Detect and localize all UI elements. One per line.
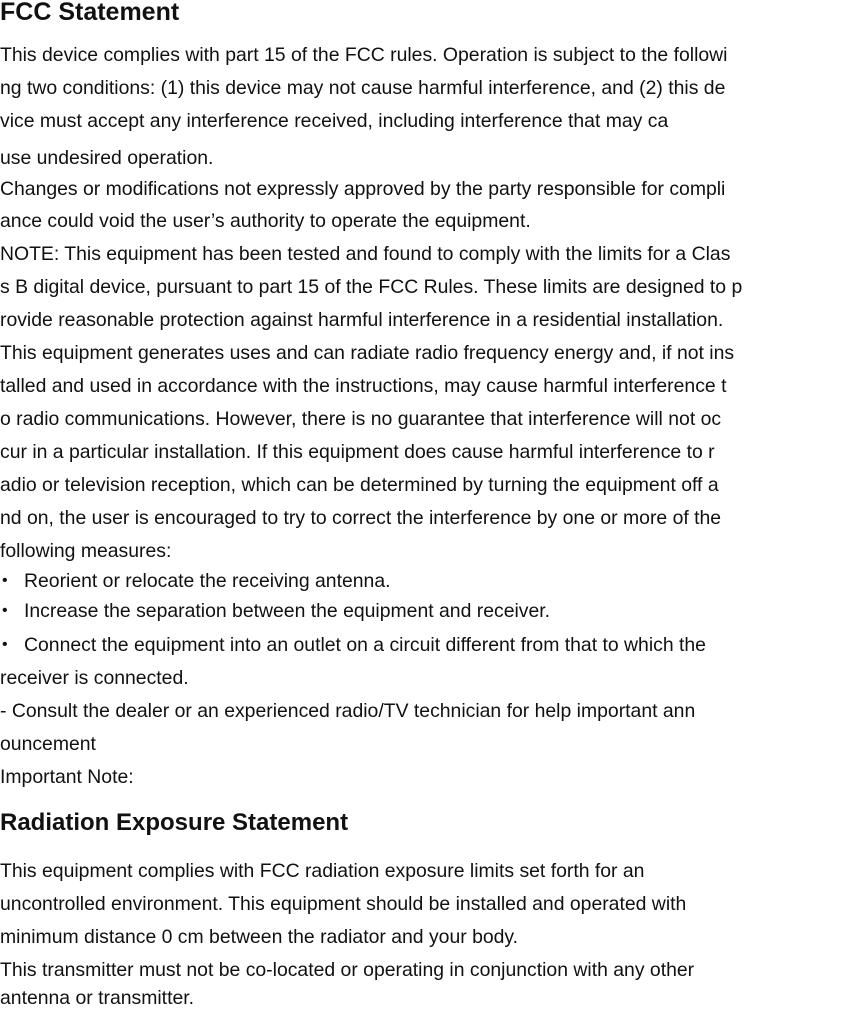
fcc-line-5: Changes or modifications not expressly approved by the party responsible for compli — [0, 178, 726, 200]
fcc-tail-line-2: - Consult the dealer or an experienced radio/TV technician for help important ann — [0, 700, 696, 722]
fcc-line-3: vice must accept any interference received, including interference that may ca — [0, 110, 669, 132]
fcc-line-8: s B digital device, pursuant to part 15 of the FCC Rules. These limits are designed to p — [0, 276, 743, 298]
fcc-tail-line-4: Important Note: — [0, 766, 134, 788]
fcc-line-1: This device complies with part 15 of the FCC rules. Operation is subject to the followi — [0, 44, 728, 66]
fcc-line-15: nd on, the user is encouraged to try to correct the interference by one or more of the — [0, 507, 722, 529]
fcc-tail-line-3: ouncement — [0, 733, 96, 755]
bullet-text: Reorient or relocate the receiving antenna. — [24, 570, 391, 592]
fcc-line-4: use undesired operation. — [0, 147, 214, 169]
bullet-icon: • — [2, 572, 8, 589]
bullet-icon: • — [2, 602, 8, 619]
bullet-icon: • — [2, 636, 8, 653]
fcc-line-14: adio or television reception, which can be determined by turning the equipment off a — [0, 474, 719, 496]
radiation-exposure-title: Radiation Exposure Statement — [0, 809, 349, 836]
radiation-line-5: antenna or transmitter. — [0, 987, 195, 1009]
radiation-line-3: minimum distance 0 cm between the radiator and your body. — [0, 926, 519, 948]
bullet-text: Increase the separation between the equipment and receiver. — [24, 600, 551, 622]
fcc-line-6: ance could void the user’s authority to operate the equipment. — [0, 210, 531, 232]
radiation-line-4: This transmitter must not be co-located or operating in conjunction with any other — [0, 959, 695, 981]
fcc-line-11: talled and used in accordance with the instructions, may cause harmful interference t — [0, 375, 727, 397]
fcc-statement-title: FCC Statement — [0, 0, 180, 26]
fcc-line-12: o radio communications. However, there is no guarantee that interference will not oc — [0, 408, 722, 430]
bullet-text: Connect the equipment into an outlet on a circuit different from that to which the — [24, 634, 706, 656]
fcc-line-16: following measures: — [0, 540, 172, 562]
fcc-line-10: This equipment generates uses and can radiate radio frequency energy and, if not ins — [0, 342, 735, 364]
radiation-line-1: This equipment complies with FCC radiation exposure limits set forth for an — [0, 860, 645, 882]
fcc-line-2: ng two conditions: (1) this device may not cause harmful interference, and (2) this de — [0, 77, 726, 99]
fcc-line-13: cur in a particular installation. If this equipment does cause harmful interference to r — [0, 441, 715, 463]
fcc-line-7: NOTE: This equipment has been tested and found to comply with the limits for a Clas — [0, 243, 731, 265]
fcc-line-9: rovide reasonable protection against harmful interference in a residential installation. — [0, 309, 724, 331]
radiation-line-2: uncontrolled environment. This equipment should be installed and operated with — [0, 893, 687, 915]
fcc-tail-line-1: receiver is connected. — [0, 667, 189, 689]
